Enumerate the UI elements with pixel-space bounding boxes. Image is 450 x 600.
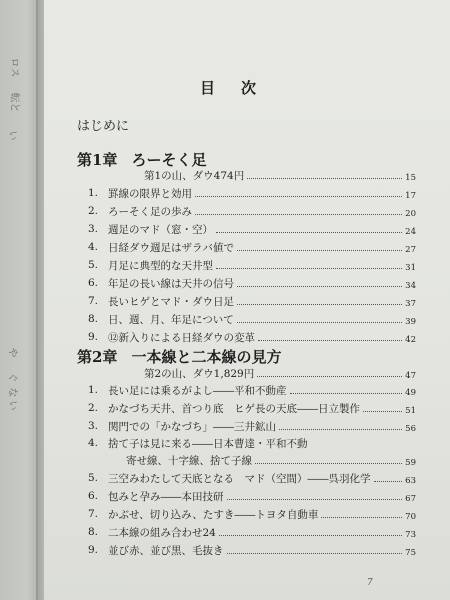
toc-entry [126,453,416,467]
entry-number: 1. [88,187,99,199]
page-number: 7 [367,578,373,588]
entry-page: 56 [405,424,416,434]
entry-number: 5. [88,259,99,271]
toc-entry [88,276,416,290]
toc-entry [120,366,416,380]
toc-entry [88,543,416,557]
entry-page: 47 [405,371,416,381]
leader-dots [374,481,403,482]
toc-entry [88,312,416,326]
leader-dots [255,463,402,464]
toc-entry [88,436,416,450]
entry-text: 第1の山、ダウ474円 [144,169,245,182]
toc-entry [88,240,416,254]
left-page-text: い [6,400,18,411]
toc-entry [88,383,416,397]
left-page-text: ぐ [6,372,18,383]
page-title: 目次 [200,79,283,97]
entry-number: 3. [88,223,99,235]
entry-page: 37 [405,299,416,309]
entry-number: 9. [88,331,99,343]
chapter-title: ろーそく足 [131,151,207,169]
entry-text: かぶせ、切り込み、たすき――トヨタ自動車 [108,508,319,521]
entry-page: 63 [405,476,416,486]
entry-page: 39 [405,317,416,327]
toc-entry [88,471,416,485]
entry-text: 並び赤、並び黒、毛抜き [108,544,224,557]
entry-page: 42 [405,335,416,345]
entry-text: 年足の長い線は天井の信号 [108,277,234,290]
toc-entry [120,168,416,182]
entry-number: 2. [88,402,99,414]
entry-text: ろーそく足の歩み [108,205,192,218]
entry-text: 月足に典型的な天井型 [108,259,213,272]
entry-page: 75 [405,548,416,558]
entry-number: 1. [88,384,99,396]
toc-entry [88,186,416,200]
leader-dots [227,553,403,554]
entry-text: 第2の山、ダウ1,829円 [144,367,255,380]
left-page-text: ロス [8,57,20,78]
leader-dots [237,286,402,287]
entry-text: 寄せ線、十字線、捨て子線 [126,454,252,467]
leader-dots [219,535,402,536]
entry-text: 週足のマド（窓・空） [108,223,213,236]
entry-text: 捨て子は見に来る――日本曹達・平和不動 [108,437,308,450]
left-page-edge [0,0,38,600]
leader-dots [258,340,402,341]
entry-number: 9. [88,544,99,556]
leader-dots [321,517,402,518]
entry-page: 49 [405,388,416,398]
entry-number: 4. [88,241,99,253]
entry-text: かなづち天井、首つり底 ヒゲ長の天底――日立製作 [108,402,360,415]
entry-number: 2. [88,205,99,217]
chapter-label: 第2章 [77,348,118,366]
leader-dots [227,499,403,500]
entry-page: 17 [405,191,416,201]
entry-page: 15 [405,173,416,183]
toc-intro: はじめに [77,119,130,134]
entry-page: 73 [405,530,416,540]
chapter-heading [77,346,281,367]
entry-text: 長い足には乗るがよし――平和不動産 [108,384,287,397]
entry-page: 24 [405,227,416,237]
leader-dots [216,268,402,269]
leader-dots [195,214,402,215]
entry-text: 日、週、月、年足について [108,313,234,326]
toc-entry [88,330,416,344]
entry-number: 8. [88,313,99,325]
left-page-text: い [6,130,18,141]
entry-number: 5. [88,472,99,484]
entry-page: 51 [405,406,416,416]
entry-page: 70 [405,512,416,522]
toc-entry [88,419,416,433]
entry-text: ⑫新入りによる日経ダウの変革 [108,331,255,344]
toc-page [44,0,450,600]
entry-number: 8. [88,526,99,538]
toc-entry [88,258,416,272]
toc-entry [88,525,416,539]
toc-entry [88,294,416,308]
entry-text: 長いヒゲとマド・ダウ日足 [108,295,234,308]
toc-entry [88,489,416,503]
left-page-text: 転と [8,92,20,113]
leader-dots [237,304,402,305]
entry-page: 34 [405,281,416,291]
entry-number: 6. [88,277,99,289]
entry-page: 20 [405,209,416,219]
entry-number: 3. [88,420,99,432]
entry-text: 日経ダウ週足はザラバ値で [108,241,234,254]
chapter-title: 一本線と二本線の見方 [131,348,282,366]
leader-dots [290,393,403,394]
toc-entry [88,222,416,236]
leader-dots [257,376,402,377]
left-page-text: や [6,347,18,358]
leader-dots [237,322,402,323]
toc-entry [88,507,416,521]
left-page-text: な [6,387,18,398]
leader-dots [363,411,402,412]
entry-text: 関門での「かなづち」――三井鉱山 [108,420,276,433]
entry-number: 6. [88,490,99,502]
entry-number: 4. [88,437,99,449]
chapter-label: 第1章 [77,151,118,169]
entry-page: 31 [405,263,416,273]
toc-entry [88,401,416,415]
entry-text: 二本線の組み合わせ24 [108,526,216,539]
leader-dots [247,178,402,179]
entry-text: 三空みわたして天底となる マド（空間）――呉羽化学 [108,472,371,485]
entry-page: 67 [405,494,416,504]
entry-page: 27 [405,245,416,255]
entry-number: 7. [88,295,99,307]
toc-entry [88,204,416,218]
leader-dots [279,429,402,430]
entry-text: 包みと孕み――本田技研 [108,490,224,503]
leader-dots [237,250,402,251]
entry-text: 罫線の限界と効用 [108,187,192,200]
entry-page: 59 [405,458,416,468]
entry-number: 7. [88,508,99,520]
leader-dots [216,232,402,233]
leader-dots [195,196,402,197]
